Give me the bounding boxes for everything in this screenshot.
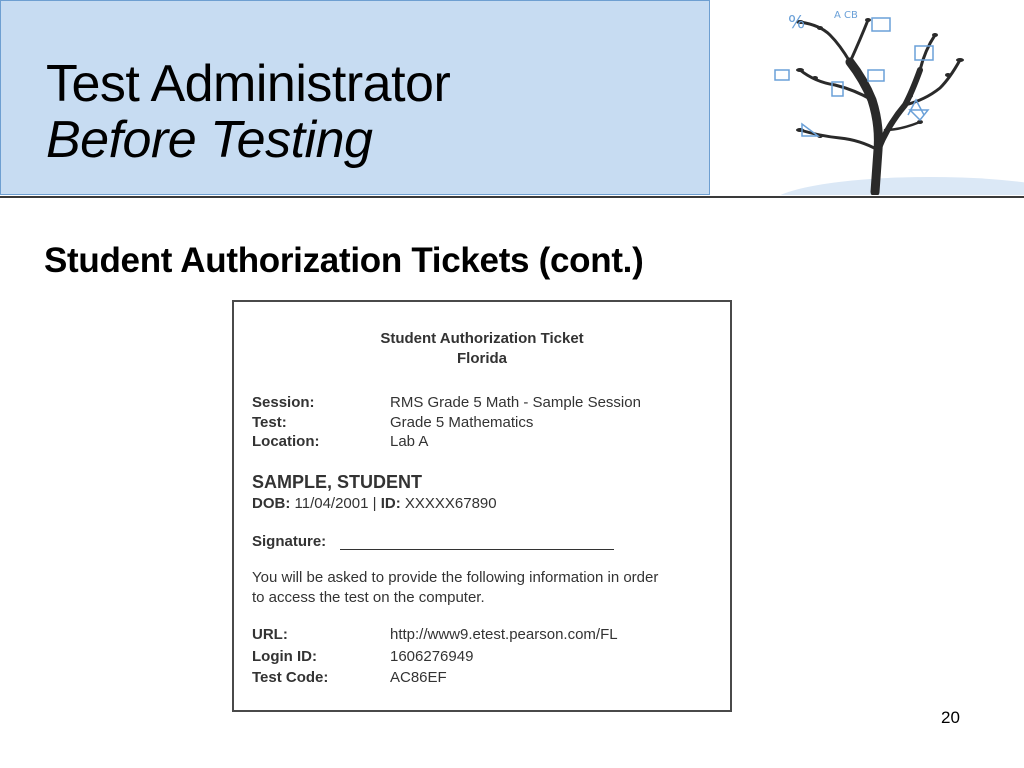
url-label: URL: xyxy=(252,626,288,643)
tree-icon xyxy=(800,20,960,192)
login-id-value: 1606276949 xyxy=(390,648,474,665)
test-value: Grade 5 Mathematics xyxy=(390,414,534,431)
authorization-ticket xyxy=(232,300,732,712)
session-value: RMS Grade 5 Math - Sample Session xyxy=(390,394,641,411)
id-value: XXXXX67890 xyxy=(404,495,497,512)
tree-logo xyxy=(760,0,1024,195)
dob-label: DOB: xyxy=(252,495,291,512)
dob-value: 11/04/2001 | xyxy=(294,495,377,512)
section-heading: Student Authorization Tickets (cont.) xyxy=(44,241,644,280)
ticket-state: Florida xyxy=(456,350,507,367)
test-code-label: Test Code: xyxy=(252,669,329,686)
student-name: SAMPLE, STUDENT xyxy=(252,472,423,492)
location-value: Lab A xyxy=(390,433,429,450)
ticket-title: Student Authorization Ticket xyxy=(380,330,584,347)
test-code-value: AC86EF xyxy=(390,669,447,686)
ground-arc xyxy=(770,177,1024,195)
stack-icon xyxy=(775,70,789,80)
ruler-icon xyxy=(910,110,928,120)
test-label: Test: xyxy=(252,414,287,431)
signature-line xyxy=(340,549,614,550)
url-value: http://www9.etest.pearson.com/FL xyxy=(390,626,618,643)
slide-title: Test Administrator xyxy=(46,55,451,113)
session-label: Session: xyxy=(252,394,315,411)
instructions-line-1: You will be asked to provide the following information in order xyxy=(252,569,659,586)
location-label: Location: xyxy=(252,433,320,450)
laptop-icon xyxy=(868,70,884,81)
chalkboard-icon xyxy=(872,18,890,31)
page-number: 20 xyxy=(941,708,960,727)
header-divider xyxy=(0,196,1024,198)
id-label: ID: xyxy=(380,495,401,512)
abc-letters-icon: A CB xyxy=(834,10,858,21)
instructions-line-2: to access the test on the computer. xyxy=(252,589,485,606)
percent-icon: % xyxy=(788,12,806,33)
signature-label: Signature: xyxy=(252,533,327,550)
login-id-label: Login ID: xyxy=(252,648,317,665)
slide-subtitle: Before Testing xyxy=(46,111,373,169)
dob-id-line xyxy=(252,495,497,512)
